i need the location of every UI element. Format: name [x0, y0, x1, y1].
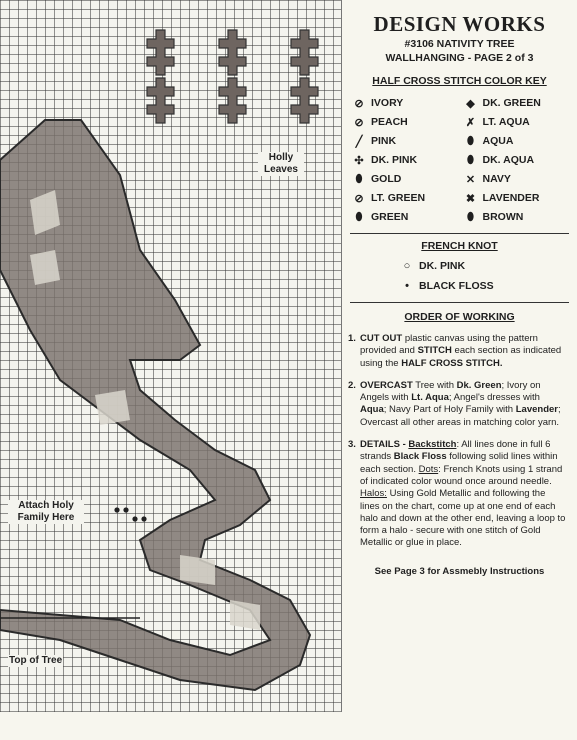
peach-stitch-icon: ⊘ — [354, 116, 364, 129]
key-item — [464, 114, 572, 130]
step-number: 3. — [348, 439, 356, 451]
open-circle-icon: ○ — [403, 260, 411, 272]
navy-stitch-icon: ✕ — [465, 173, 476, 186]
instructions-panel — [342, 0, 577, 712]
key-item-label: GOLD — [371, 173, 402, 185]
key-item-label: PINK — [371, 135, 397, 147]
french-knot-heading: FRENCH KNOT — [421, 240, 498, 252]
color-key-list — [352, 95, 571, 225]
step-text: DETAILS - Backstitch: All lines done in full 6 strands Black Floss following solid lines within each section. Dots: French Knots using 1 strand of indicated color wound once around needle. Halos: Using Gold Metallic and following the lines on the chart, come up at one end of each halo and down at the other end, leaving a loop to form a halo - secure with one stitch of Gold Metallic or glue in place. — [360, 439, 566, 549]
step-number: 1. — [348, 333, 356, 344]
brand-title: DESIGN WORKS — [373, 12, 546, 36]
aqua-stitch-icon: ⬮ — [467, 134, 474, 147]
key-item-label: DK. GREEN — [482, 97, 541, 109]
key-item-label: BROWN — [482, 211, 524, 223]
pink-stitch-icon: ╱ — [355, 135, 363, 148]
key-item-label: DK. AQUA — [482, 154, 535, 166]
brown-stitch-icon: ⬮ — [467, 210, 474, 223]
ivory-stitch-icon: ⊘ — [354, 97, 364, 110]
holly-leaf-6 — [291, 78, 318, 123]
key-item — [464, 171, 572, 187]
divider — [350, 302, 569, 303]
top-of-tree-label: Top of Tree — [9, 655, 63, 666]
assembly-note: See Page 3 for Assmebly Instructions — [374, 565, 545, 577]
key-item — [464, 190, 572, 206]
key-item-label: LT. AQUA — [482, 116, 530, 128]
lt-green-stitch-icon: ⊘ — [354, 192, 364, 205]
pattern-number: #3106 NATIVITY TREE — [404, 38, 515, 50]
order-step — [348, 439, 567, 550]
attach-holy-family-label: Attach Holy Family Here — [8, 500, 84, 524]
key-item — [352, 95, 460, 111]
dk-aqua-stitch-icon: ⬮ — [467, 153, 474, 166]
key-item-label: LAVENDER — [482, 192, 540, 204]
green-stitch-icon: ⬮ — [355, 210, 363, 223]
holly-leaf-2 — [219, 30, 246, 75]
key-item-label: BLACK FLOSS — [419, 280, 494, 292]
key-item — [464, 209, 572, 225]
lavender-stitch-icon: ✖ — [465, 192, 476, 205]
french-knot-list — [400, 258, 577, 294]
holly-leaf-3 — [291, 30, 318, 75]
gold-stitch-icon: ⬮ — [355, 172, 363, 185]
order-heading: ORDER OF WORKING — [404, 311, 515, 323]
key-item — [352, 171, 460, 187]
dk-pink-stitch-icon: ✣ — [354, 154, 364, 167]
holly-leaf-5 — [219, 78, 246, 123]
key-item — [464, 152, 572, 168]
key-item — [352, 114, 460, 130]
key-item — [352, 133, 460, 149]
key-item — [464, 95, 572, 111]
step-text: OVERCAST Tree with Dk. Green; Ivory on Angels with Lt. Aqua; Angel's dresses with Aqua; Navy Part of Holy Family with Lavender; Overcast all other areas in matching color yarn. — [360, 379, 561, 428]
key-item-label: GREEN — [371, 211, 409, 223]
key-item — [400, 278, 577, 294]
holly-leaves-label: Holly Leaves — [258, 152, 304, 176]
holly-leaf-motifs — [147, 30, 318, 123]
key-item — [352, 152, 460, 168]
key-item-label: DK. PINK — [419, 260, 466, 272]
key-item — [352, 209, 460, 225]
key-item — [400, 258, 577, 274]
french-knot-dots — [114, 507, 146, 521]
lt-aqua-stitch-icon: ✗ — [465, 116, 476, 129]
color-key-heading: HALF CROSS STITCH COLOR KEY — [372, 75, 547, 87]
step-number: 2. — [348, 379, 356, 391]
key-item — [464, 133, 572, 149]
divider — [350, 233, 569, 234]
key-item-label: PEACH — [371, 116, 408, 128]
filled-dot-icon: • — [405, 280, 409, 292]
key-item-label: IVORY — [371, 97, 404, 109]
key-item — [352, 190, 460, 206]
order-step — [348, 380, 567, 429]
step-text: CUT OUT plastic canvas using the pattern provided and STITCH each section as indicated using the HALF CROSS STITCH. — [360, 333, 562, 369]
dk-green-stitch-icon: ◆ — [466, 97, 475, 110]
holly-leaf-1 — [147, 30, 174, 75]
holly-leaf-4 — [147, 78, 174, 123]
key-item-label: LT. GREEN — [371, 192, 426, 204]
key-item-label: NAVY — [482, 173, 511, 185]
key-item-label: DK. PINK — [371, 154, 418, 166]
key-item-label: AQUA — [482, 135, 514, 147]
page-indicator: WALLHANGING - PAGE 2 of 3 — [385, 52, 534, 64]
order-step — [348, 333, 567, 370]
order-steps — [348, 333, 567, 550]
